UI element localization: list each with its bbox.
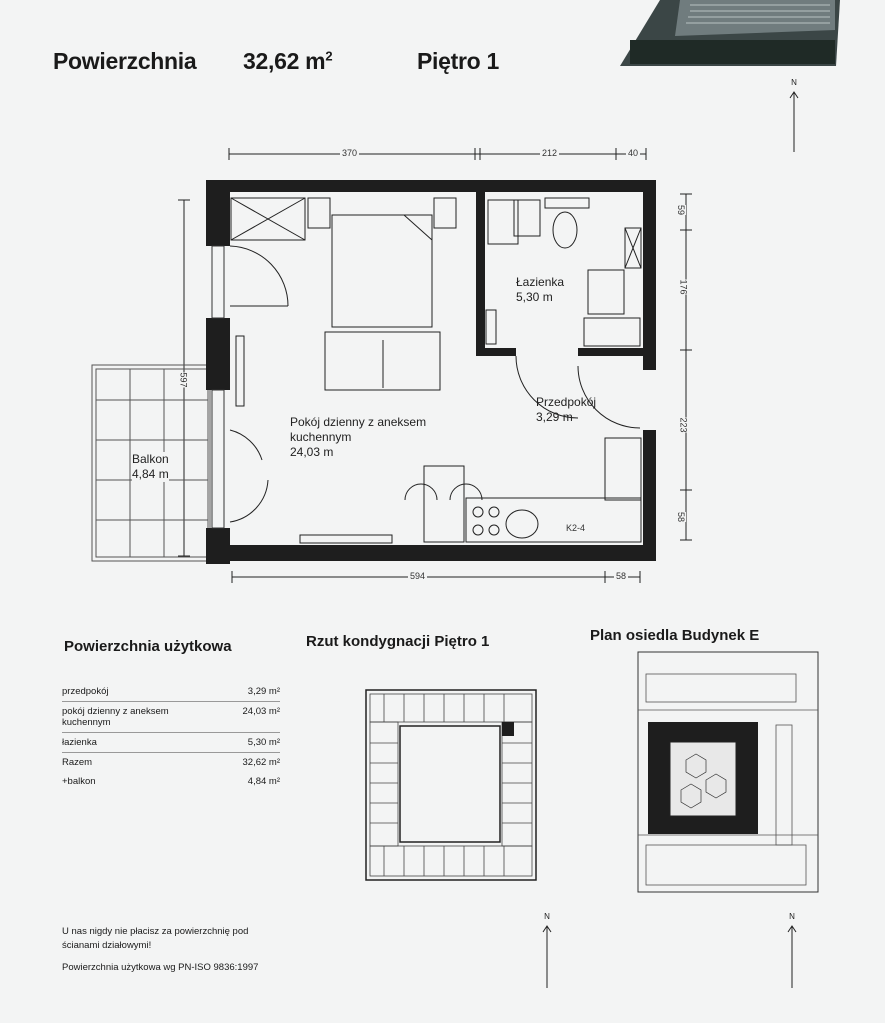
- dim-top-1: 370: [342, 148, 358, 158]
- area-label: Powierzchnia: [53, 48, 197, 74]
- table-row: łazienka 5,30 m²: [62, 733, 280, 753]
- north-label: N: [789, 912, 795, 921]
- site-plan-title: Plan osiedla Budynek E: [590, 627, 760, 644]
- floor-level-plan: [364, 688, 539, 883]
- dim-right-2: 176: [678, 279, 689, 295]
- dim-left: 597: [178, 372, 189, 388]
- note-partition-walls: U nas nigdy nie płacisz za powierzchnię pod ścianami działowymi!: [62, 926, 249, 951]
- room-hall: Przedpokój 3,29 m: [536, 395, 597, 424]
- room-living: Pokój dzienny z aneksem kuchennym 24,03 m: [290, 415, 427, 459]
- dim-bottom-2: 58: [616, 571, 627, 581]
- note-standard: Powierzchnia użytkowa wg PN-ISO 9836:1997: [62, 962, 259, 973]
- north-label: N: [791, 78, 797, 87]
- appliance-label: K2-4: [566, 523, 586, 533]
- room-bathroom: Łazienka 5,30 m: [516, 275, 565, 304]
- table-row: pokój dzienny z aneksem kuchennym 24,03 m²: [62, 702, 280, 733]
- dim-top-3: 40: [628, 148, 639, 158]
- usable-area-title: Powierzchnia użytkowa: [64, 638, 232, 655]
- dim-right-1: 59: [676, 204, 687, 216]
- area-value: 32,62 $m^2$: [243, 48, 333, 74]
- room-balcony: Balkon 4,84 m: [132, 452, 169, 481]
- north-arrow-floor-plan: [537, 912, 557, 992]
- dim-right-3: 223: [678, 417, 689, 433]
- north-arrow-site-plan: [782, 912, 802, 992]
- site-plan: [636, 650, 821, 895]
- floor-label: Piętro 1: [417, 48, 499, 74]
- dim-right-4: 58: [676, 511, 687, 523]
- table-row: +balkon 4,84 m²: [62, 776, 280, 787]
- usable-area-table: [62, 682, 280, 791]
- dim-top-2: 212: [542, 148, 558, 158]
- table-row: przedpokój 3,29 m²: [62, 682, 280, 702]
- north-label: N: [544, 912, 550, 921]
- dim-bottom-1: 594: [410, 571, 426, 581]
- floor-plan-title: Rzut kondygnacji Piętro 1: [306, 633, 490, 650]
- table-row: Razem 32,62 m²: [62, 757, 280, 768]
